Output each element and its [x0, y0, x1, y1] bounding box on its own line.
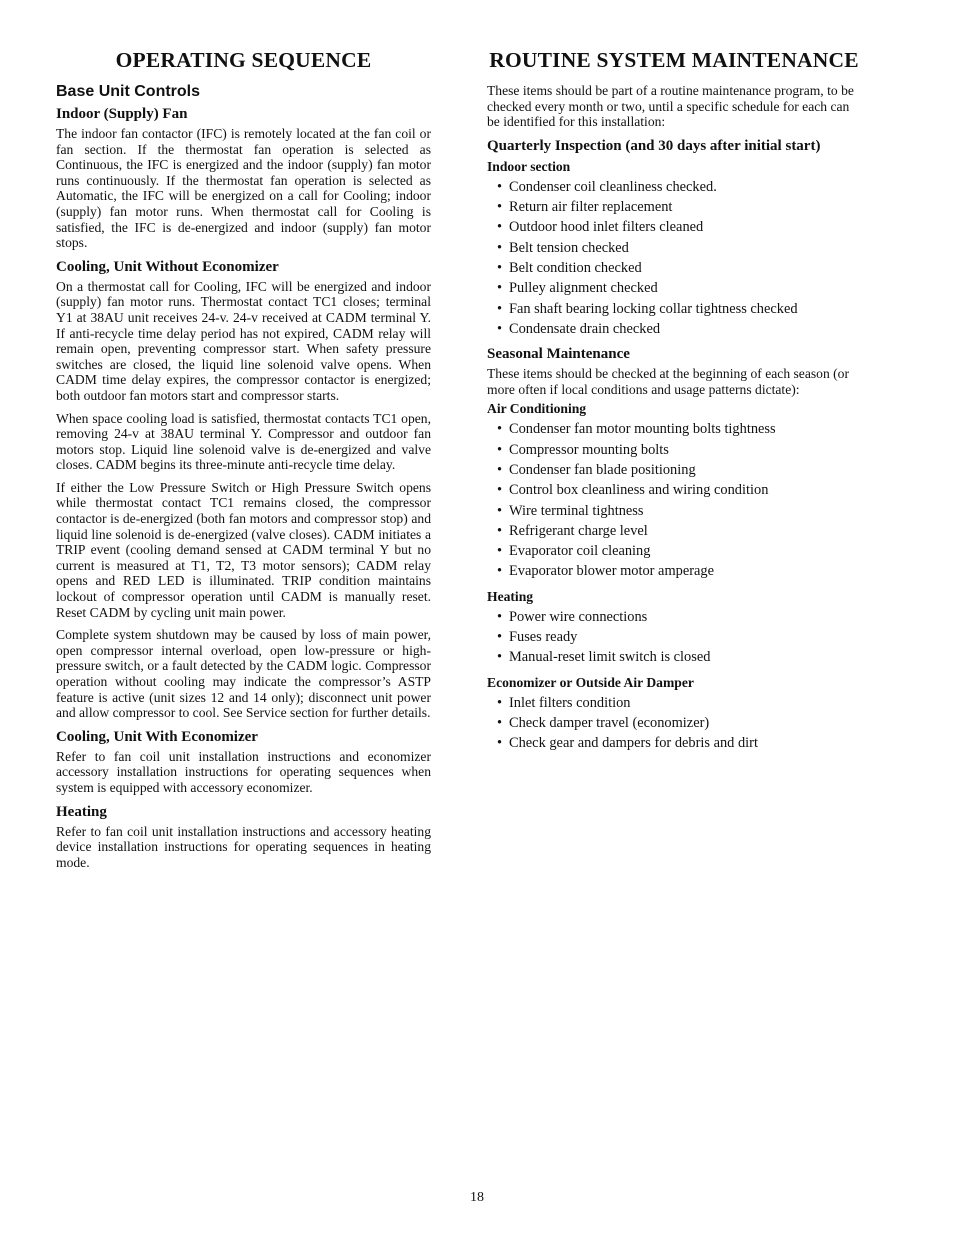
bullet-icon: • — [497, 694, 503, 711]
list-item — [497, 238, 861, 258]
list-item — [497, 607, 861, 627]
bullet-icon: • — [497, 219, 503, 236]
list-item-text: Refrigerant charge level — [509, 522, 648, 539]
routine-maintenance-title: ROUTINE SYSTEM MAINTENANCE — [489, 48, 859, 72]
list-item — [497, 197, 861, 217]
bullet-icon: • — [497, 649, 503, 666]
list-item — [497, 258, 861, 278]
list-item — [497, 319, 861, 339]
list-item-text: Evaporator blower motor amperage — [509, 563, 714, 580]
list-item-text: Outdoor hood inlet filters cleaned — [509, 219, 704, 236]
list-item-text: Control box cleanliness and wiring condition — [509, 482, 769, 499]
cooling-with-paragraph: Refer to fan coil unit installation instructions and economizer accessory installation instructions for operating sequences when system is equipped with accessory economizer. — [56, 748, 431, 795]
list-item-text: Check damper travel (economizer) — [509, 714, 710, 731]
list-item — [497, 713, 861, 733]
maintenance-intro: These items should be part of a routine maintenance program, to be checked every month or two, until a specific schedule for each can be identified for this installation: — [487, 83, 854, 130]
bullet-icon: • — [497, 199, 503, 216]
operating-sequence-title: OPERATING SEQUENCE — [115, 48, 372, 72]
list-item — [497, 419, 861, 439]
list-item — [497, 480, 861, 500]
list-item — [497, 177, 861, 197]
list-item-text: Condenser fan motor mounting bolts tightness — [509, 421, 776, 438]
economizer-heading: Economizer or Outside Air Damper — [487, 674, 694, 690]
seasonal-intro: These items should be checked at the beginning of each season (or more often if local conditions and usage patterns dictate): — [487, 366, 849, 397]
bullet-icon: • — [497, 421, 503, 438]
list-item — [497, 299, 861, 319]
list-item — [497, 647, 861, 667]
list-item — [497, 561, 861, 581]
indoor-section-heading: Indoor section — [487, 158, 571, 174]
list-item-text: Fuses ready — [509, 629, 578, 646]
page-number: 18 — [470, 1190, 484, 1205]
list-item — [497, 521, 861, 541]
list-item — [497, 460, 861, 480]
bullet-icon: • — [497, 563, 503, 580]
cooling-without-paragraph: If either the Low Pressure Switch or High Pressure Switch opens while thermostat contact TC1 remains closed, the compressor contactor is de-energized (both fan motors and compressor stop) and liquid line solenoid is de-energized (valve closes). CADM initiates a TRIP event (cooling demand sensed at CADM terminal Y but no current is measured at T1, T2, T3 motor sensors); CADM relay opens and RED LED is illuminated. TRIP condition maintains lockout of compressor operation until CADM is manually reset. Reset CADM by cycling unit main power. — [56, 479, 431, 620]
seasonal-maintenance-heading: Seasonal Maintenance — [487, 346, 630, 363]
list-item-text: Return air filter replacement — [509, 199, 673, 216]
list-item — [497, 541, 861, 561]
list-item — [497, 440, 861, 460]
bullet-icon: • — [497, 280, 503, 297]
bullet-icon: • — [497, 522, 503, 539]
bullet-icon: • — [497, 608, 503, 625]
bullet-icon: • — [497, 629, 503, 646]
list-item-text: Compressor mounting bolts — [509, 441, 669, 458]
list-item — [497, 278, 861, 298]
list-item-text: Fan shaft bearing locking collar tightness checked — [509, 300, 798, 317]
list-item-text: Check gear and dampers for debris and dirt — [509, 735, 758, 752]
heating-paragraph: Refer to fan coil unit installation instructions and accessory heating device installation instructions for operating sequences in heating mode. — [56, 823, 431, 870]
list-item-text: Pulley alignment checked — [509, 280, 658, 297]
indoor-section-list — [487, 177, 861, 339]
cooling-with-economizer-heading: Cooling, Unit With Economizer — [56, 728, 258, 745]
list-item-text: Evaporator coil cleaning — [509, 543, 651, 560]
list-item-text: Inlet filters condition — [509, 694, 631, 711]
list-item-text: Belt tension checked — [509, 239, 629, 256]
bullet-icon: • — [497, 735, 503, 752]
list-item-text: Power wire connections — [509, 608, 648, 625]
quarterly-inspection-heading: Quarterly Inspection (and 30 days after initial start) — [487, 137, 821, 154]
list-item-text: Manual-reset limit switch is closed — [509, 649, 711, 666]
bullet-icon: • — [497, 543, 503, 560]
right-column — [487, 48, 861, 760]
list-item — [497, 627, 861, 647]
list-item-text: Condensate drain checked — [509, 320, 661, 337]
bullet-icon: • — [497, 502, 503, 519]
left-column — [56, 48, 431, 877]
indoor-fan-paragraph: The indoor fan contactor (IFC) is remotely located at the fan coil or fan section. If the thermostat fan operation is selected as Continuous, the IFC is energized and the indoor (supply) fan motor runs continuously. If the thermostat fan operation is selected as Automatic, the IFC will be energized on a call for Cooling; indoor (supply) fan motor runs. When thermostat call for Cooling is satisfied, the IFC is de-energized and indoor (supply) fan motor stops. — [56, 126, 431, 251]
bullet-icon: • — [497, 300, 503, 317]
list-item-text: Condenser fan blade positioning — [509, 461, 696, 478]
economizer-list — [487, 693, 861, 754]
list-item — [497, 733, 861, 753]
list-item — [497, 693, 861, 713]
bullet-icon: • — [497, 259, 503, 276]
list-item — [497, 501, 861, 521]
list-item-text: Wire terminal tightness — [509, 502, 644, 519]
list-item-text: Belt condition checked — [509, 259, 642, 276]
cooling-without-paragraph: Complete system shutdown may be caused by loss of main power, open compressor internal overload, open low-pressure or high-pressure switch, or a fault detected by the CADM logic. Compressor operation without cooling may indicate the compressor’s ASTP feature is active (unit sizes 12 and 14 only); disconnect unit power and allow compressor to cool. See Service section for further details. — [56, 627, 431, 721]
list-item-text: Condenser coil cleanliness checked. — [509, 178, 717, 195]
heating-maintenance-heading: Heating — [487, 588, 534, 604]
cooling-without-economizer-heading: Cooling, Unit Without Economizer — [56, 258, 279, 275]
bullet-icon: • — [497, 320, 503, 337]
indoor-fan-heading: Indoor (Supply) Fan — [56, 106, 188, 122]
air-conditioning-list — [487, 419, 861, 581]
list-item — [497, 217, 861, 237]
heating-heading: Heating — [56, 803, 107, 820]
cooling-without-paragraph: When space cooling load is satisfied, thermostat contacts TC1 open, removing 24-v at 38AU terminal Y. Compressor and outdoor fan motors stop. Liquid line solenoid valve is de-energized and valve closes. CADM begins its three-minute anti-recycle time delay. — [56, 410, 431, 473]
bullet-icon: • — [497, 482, 503, 499]
base-unit-controls-heading: Base Unit Controls — [56, 83, 201, 100]
bullet-icon: • — [497, 239, 503, 256]
bullet-icon: • — [497, 461, 503, 478]
heating-list — [487, 607, 861, 668]
bullet-icon: • — [497, 714, 503, 731]
bullet-icon: • — [497, 178, 503, 195]
bullet-icon: • — [497, 441, 503, 458]
cooling-without-paragraph: On a thermostat call for Cooling, IFC will be energized and indoor (supply) fan motor runs. Thermostat contact TC1 closes; terminal Y1 at 38AU unit receives 24-v. 24-v received at CADM terminal Y. If anti-recycle time delay period has not expired, CADM relay will remain open, preventing compressor start. When safety pressure switches are closed, the liquid line solenoid valve opens. When CADM time delay expires, the compressor contactor is energized; both outdoor fan motors start and compressor starts. — [56, 278, 431, 403]
air-conditioning-heading: Air Conditioning — [487, 401, 587, 417]
